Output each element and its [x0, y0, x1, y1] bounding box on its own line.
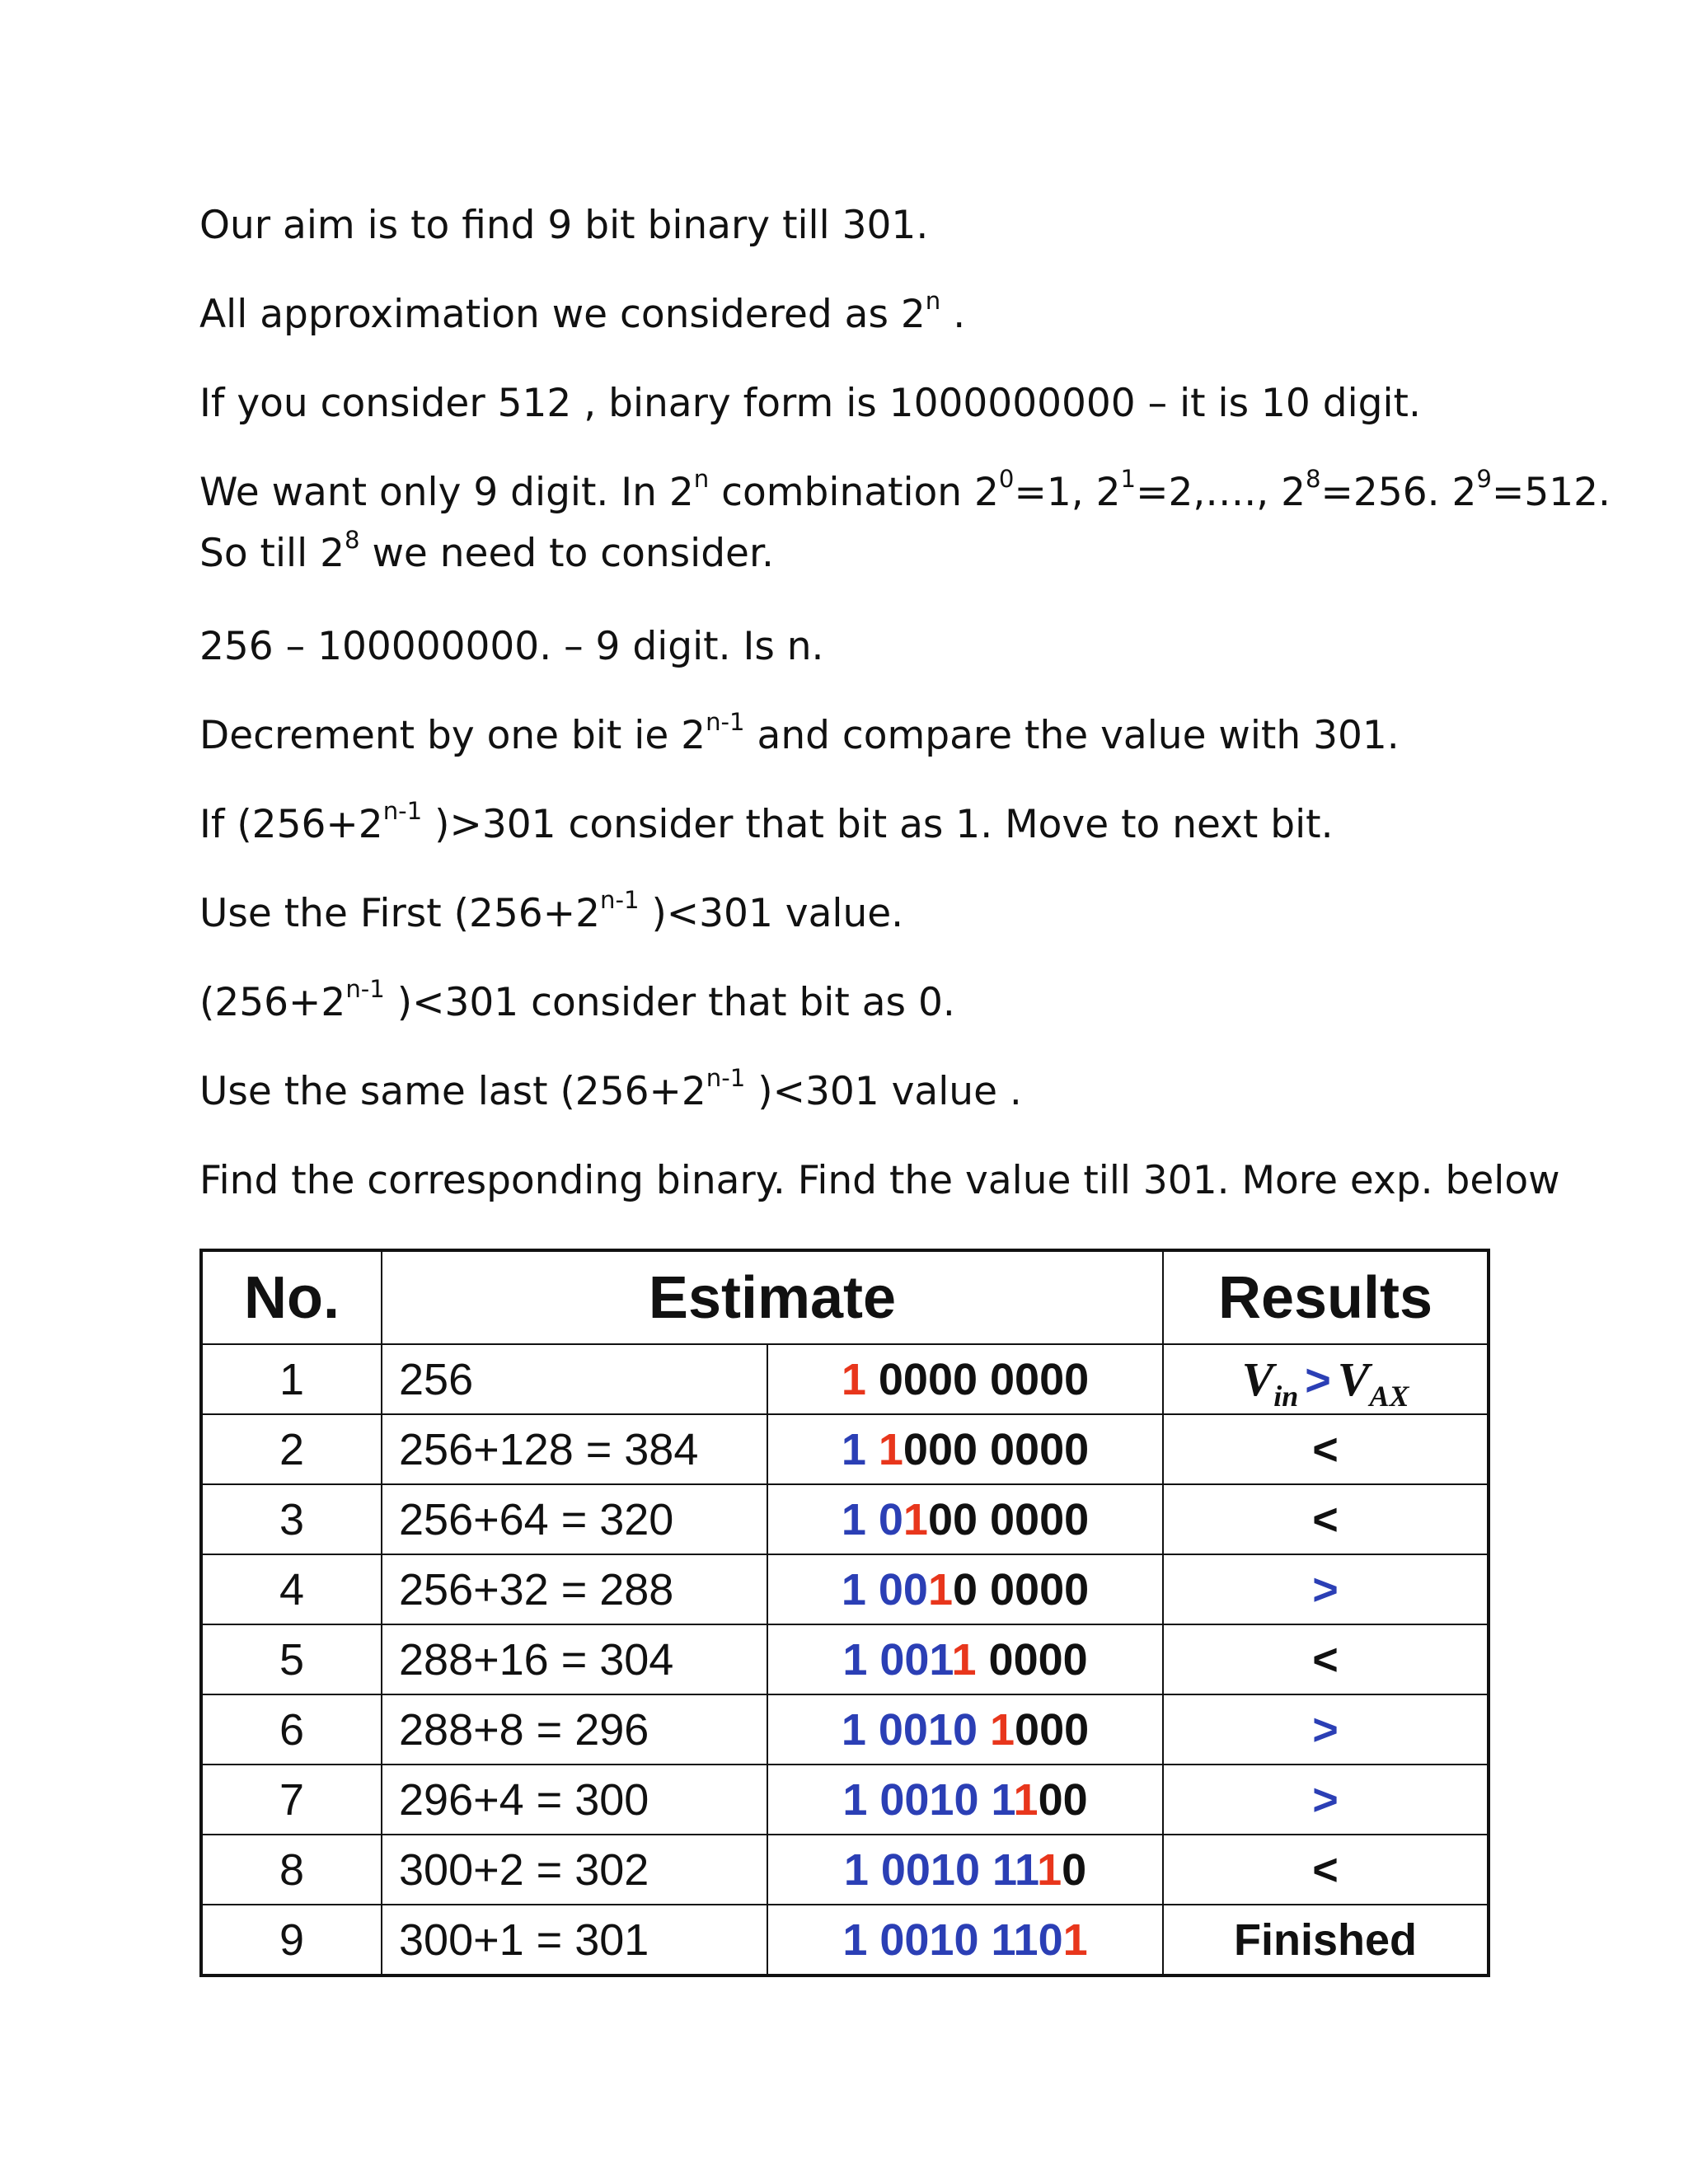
row-binary	[767, 1624, 1163, 1694]
header-results: Results	[1163, 1250, 1489, 1344]
text: )<301 value.	[639, 891, 904, 936]
text: combination 2	[709, 470, 999, 515]
text: =512.	[1491, 470, 1611, 515]
binary-remaining-bits: 0000 0000	[865, 1354, 1090, 1404]
text: Decrement by one bit ie 2	[199, 713, 706, 758]
row-result: Finished	[1163, 1905, 1489, 1975]
table-row	[201, 1414, 1489, 1484]
binary-trial-bit: 1	[1062, 1915, 1088, 1965]
row-number: 3	[201, 1484, 382, 1554]
row-binary	[767, 1765, 1163, 1835]
text: =256. 2	[1320, 470, 1477, 515]
row-expression: 288+8 = 296	[382, 1694, 767, 1765]
text: So till 2	[199, 531, 345, 576]
superscript: n-1	[706, 708, 745, 737]
binary-settled-bits: 1 0010 110	[842, 1915, 1063, 1965]
row-number: 6	[201, 1694, 382, 1765]
row-result: >	[1163, 1554, 1489, 1624]
binary-settled-bits: 1 0	[841, 1494, 903, 1544]
text: )<301 value .	[745, 1069, 1022, 1114]
superscript: 1	[1120, 465, 1137, 494]
superscript: 8	[344, 526, 360, 555]
binary-remaining-bits: 00	[1038, 1774, 1088, 1825]
ax-subscript: AX	[1369, 1379, 1409, 1413]
binary-trial-bit: 1	[878, 1424, 903, 1474]
paragraph-less-than	[199, 972, 955, 1033]
row-result: <	[1163, 1624, 1489, 1694]
binary-trial-bit: 1	[1013, 1774, 1039, 1825]
text: We want only 9 digit. In 2	[199, 470, 694, 515]
row-binary	[767, 1554, 1163, 1624]
text: Use the First (256+2	[199, 891, 600, 936]
text: .	[940, 292, 966, 337]
binary-trial-bit: 1	[1037, 1844, 1062, 1895]
table-row	[201, 1905, 1489, 1975]
row-binary	[767, 1835, 1163, 1905]
text: If (256+2	[199, 802, 383, 847]
binary-settled-bits: 1 00	[841, 1564, 928, 1615]
row-expression: 256+32 = 288	[382, 1554, 767, 1624]
header-estimate: Estimate	[382, 1250, 1163, 1344]
greater-than-symbol: >	[1305, 1356, 1331, 1405]
superscript: n-1	[345, 975, 385, 1004]
row-expression: 256+64 = 320	[382, 1484, 767, 1554]
in-subscript: in	[1273, 1379, 1299, 1413]
v-letter: V	[1337, 1352, 1370, 1406]
vin-symbol	[1241, 1352, 1299, 1413]
paragraph-approximation	[199, 284, 965, 345]
superscript: 9	[1476, 465, 1492, 494]
row-expression: 256+128 = 384	[382, 1414, 767, 1484]
header-no: No.	[201, 1250, 382, 1344]
row-result: >	[1163, 1765, 1489, 1835]
superscript: 8	[1306, 465, 1321, 494]
row-binary	[767, 1414, 1163, 1484]
text: All approximation we considered as 2	[199, 292, 926, 337]
vax-symbol	[1337, 1352, 1409, 1413]
superscript: 0	[998, 465, 1015, 494]
binary-settled-bits: 1	[841, 1424, 879, 1474]
row-result: <	[1163, 1414, 1489, 1484]
paragraph-if-greater	[199, 794, 1334, 855]
paragraph-use-first	[199, 883, 903, 944]
binary-trial-bit: 1	[903, 1494, 928, 1544]
table-row	[201, 1344, 1489, 1414]
paragraph-till-2-8	[199, 523, 774, 584]
paragraph-use-same	[199, 1062, 1022, 1122]
table-row	[201, 1554, 1489, 1624]
paragraph-find-binary: Find the corresponding binary. Find the value till 301. More exp. below	[199, 1158, 1560, 1203]
row-number: 4	[201, 1554, 382, 1624]
row-expression: 300+1 = 301	[382, 1905, 767, 1975]
row-binary	[767, 1694, 1163, 1765]
sar-table	[199, 1249, 1490, 1977]
binary-trial-bit: 1	[990, 1704, 1015, 1755]
binary-trial-bit: 1	[927, 1564, 953, 1615]
binary-settled-bits: 1 0010 1	[842, 1774, 1014, 1825]
row-number: 9	[201, 1905, 382, 1975]
row-binary	[767, 1344, 1163, 1414]
row-number: 1	[201, 1344, 382, 1414]
row-number: 5	[201, 1624, 382, 1694]
row-expression: 288+16 = 304	[382, 1624, 767, 1694]
superscript: n	[693, 465, 710, 494]
text: and compare the value with 301.	[744, 713, 1400, 758]
table-row	[201, 1765, 1489, 1835]
table-row	[201, 1624, 1489, 1694]
paragraph-9-digit	[199, 462, 1611, 523]
binary-trial-bit: 1	[841, 1354, 866, 1404]
superscript: n-1	[600, 886, 640, 915]
table-row	[201, 1694, 1489, 1765]
binary-remaining-bits: 00 0000	[927, 1494, 1090, 1544]
row-binary	[767, 1484, 1163, 1554]
row-expression: 256	[382, 1344, 767, 1414]
row-number: 2	[201, 1414, 382, 1484]
binary-trial-bit: 1	[951, 1634, 977, 1685]
text: we need to consider.	[359, 531, 774, 576]
text: )<301 consider that bit as 0.	[384, 980, 955, 1025]
binary-remaining-bits: 000 0000	[903, 1424, 1090, 1474]
binary-remaining-bits: 000	[1015, 1704, 1090, 1755]
binary-settled-bits: 1 0010	[841, 1704, 990, 1755]
row-binary	[767, 1905, 1163, 1975]
text: =2,…., 2	[1136, 470, 1306, 515]
table-row	[201, 1835, 1489, 1905]
row-expression: 300+2 = 302	[382, 1835, 767, 1905]
paragraph-512: If you consider 512 , binary form is 1000000000 – it is 10 digit.	[199, 381, 1421, 426]
binary-settled-bits: 1 0010 11	[843, 1844, 1038, 1895]
v-letter: V	[1241, 1352, 1274, 1406]
row-number: 7	[201, 1765, 382, 1835]
paragraph-256: 256 – 100000000. – 9 digit. Is n.	[199, 624, 824, 669]
text: Use the same last (256+2	[199, 1069, 706, 1114]
binary-remaining-bits: 0	[1062, 1844, 1087, 1895]
table-header-row	[201, 1250, 1489, 1344]
row-result: <	[1163, 1835, 1489, 1905]
binary-remaining-bits: 0000	[976, 1634, 1088, 1685]
superscript: n-1	[706, 1064, 746, 1093]
row-result	[1163, 1344, 1489, 1414]
binary-remaining-bits: 0 0000	[952, 1564, 1090, 1615]
row-expression: 296+4 = 300	[382, 1765, 767, 1835]
text: (256+2	[199, 980, 346, 1025]
paragraph-decrement	[199, 705, 1400, 766]
row-result: <	[1163, 1484, 1489, 1554]
binary-settled-bits: 1 001	[842, 1634, 952, 1685]
superscript: n	[925, 287, 941, 316]
superscript: n-1	[382, 797, 423, 826]
row-result: >	[1163, 1694, 1489, 1765]
table-row	[201, 1484, 1489, 1554]
text: =1, 2	[1014, 470, 1121, 515]
row-number: 8	[201, 1835, 382, 1905]
text: )>301 consider that bit as 1. Move to next bit.	[422, 802, 1334, 847]
paragraph-aim: Our aim is to find 9 bit binary till 301.	[199, 203, 929, 248]
